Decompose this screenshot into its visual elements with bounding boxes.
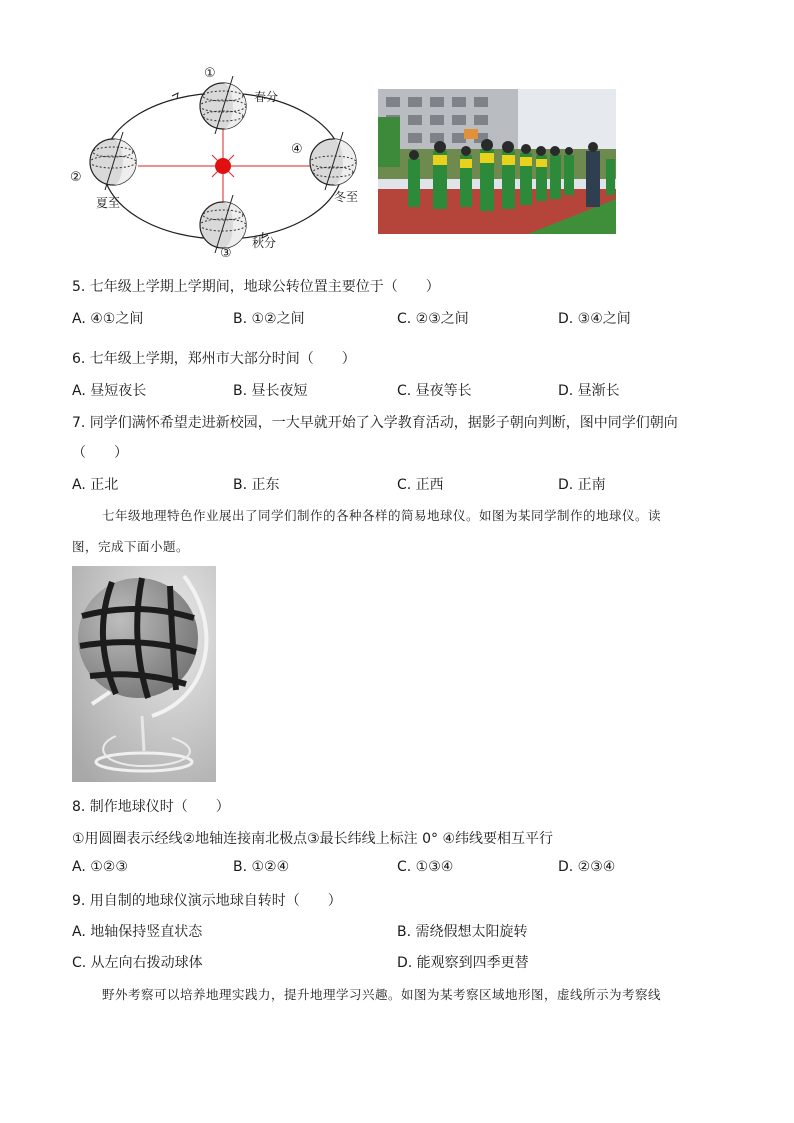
q8-option-a[interactable]: A. ①②③: [72, 859, 128, 875]
q9-stem: 9. 用自制的地球仪演示地球自转时（ ）: [72, 893, 342, 909]
orbit-diagram: [68, 62, 368, 262]
q7-option-d[interactable]: D. 正南: [558, 477, 606, 493]
q5-option-a[interactable]: A. ④①之间: [72, 311, 144, 327]
orbit-label-n1: ①: [204, 66, 216, 81]
q7-stem: 7. 同学们满怀希望走进新校园，一大早就开始了入学教育活动，据影子朝向判断，图中同学们朝向: [72, 415, 678, 431]
q8-items: ①用圆圈表示经线②地轴连接南北极点③最长纬线上标注 0° ④纬线要相互平行: [72, 831, 554, 847]
orbit-label-n4: ④: [291, 142, 303, 157]
q7-option-c[interactable]: C. 正西: [397, 477, 444, 493]
orbit-label-winter: 冬至: [334, 190, 359, 204]
q8-option-b[interactable]: B. ①②④: [233, 859, 290, 875]
q9-option-c[interactable]: C. 从左向右拨动球体: [72, 955, 203, 971]
earth-autumn-icon: [200, 195, 246, 253]
q7-stem-cont: （ ）: [72, 445, 128, 461]
orbit-svg: [68, 62, 368, 262]
intro-paragraph-1-cont: 图，完成下面小题。: [72, 539, 190, 554]
q8-stem: 8. 制作地球仪时（ ）: [72, 799, 230, 815]
orbit-label-summer: 夏至: [96, 196, 121, 210]
q6-option-d[interactable]: D. 昼渐长: [558, 383, 620, 399]
q9-option-b[interactable]: B. 需绕假想太阳旋转: [397, 924, 528, 940]
q6-option-c[interactable]: C. 昼夜等长: [397, 383, 472, 399]
students-photo: [378, 89, 616, 234]
orbit-label-n3: ③: [220, 246, 232, 261]
intro-paragraph-1: 七年级地理特色作业展出了同学们制作的各种各样的简易地球仪。如图为某同学制作的地球仪。读: [102, 508, 662, 523]
q7-option-a[interactable]: A. 正北: [72, 477, 119, 493]
orbit-label-autumn: 秋分: [252, 236, 277, 250]
orbit-arrow-1: [172, 93, 178, 99]
q6-option-b[interactable]: B. 昼长夜短: [233, 383, 308, 399]
earth-winter-icon: [310, 132, 356, 190]
sun-icon: [212, 155, 234, 177]
intro-paragraph-2: 野外考察可以培养地理实践力，提升地理学习兴趣。如图为某考察区域地形图，虚线所示为考察线: [102, 987, 662, 1002]
q5-option-c[interactable]: C. ②③之间: [397, 311, 469, 327]
earth-summer-icon: [90, 132, 136, 190]
q5-option-b[interactable]: B. ①②之间: [233, 311, 305, 327]
q6-option-a[interactable]: A. 昼短夜长: [72, 383, 147, 399]
globe-photo: [72, 566, 216, 782]
orbit-label-spring: 春分: [254, 90, 279, 104]
q8-option-d[interactable]: D. ②③④: [558, 859, 616, 875]
q9-option-a[interactable]: A. 地轴保持竖直状态: [72, 924, 203, 940]
q5-option-d[interactable]: D. ③④之间: [558, 311, 631, 327]
earth-spring-icon: [200, 76, 246, 134]
q5-stem: 5. 七年级上学期上学期间，地球公转位置主要位于（ ）: [72, 279, 440, 295]
orbit-label-n2: ②: [70, 170, 82, 185]
q8-option-c[interactable]: C. ①③④: [397, 859, 454, 875]
q9-option-d[interactable]: D. 能观察到四季更替: [397, 955, 529, 971]
q7-option-b[interactable]: B. 正东: [233, 477, 280, 493]
q6-stem: 6. 七年级上学期，郑州市大部分时间（ ）: [72, 351, 356, 367]
